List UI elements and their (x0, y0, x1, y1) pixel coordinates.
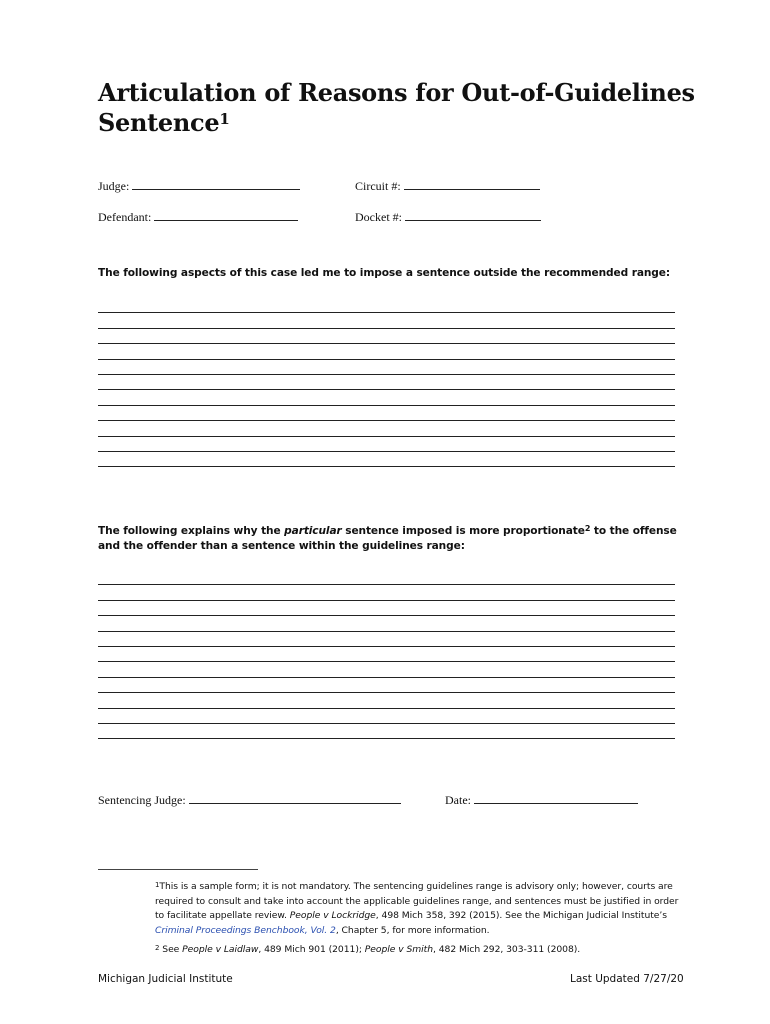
footnote-1-case: People v Lockridge (289, 910, 376, 922)
answer-line[interactable] (98, 693, 675, 708)
footnote-1-end: , Chapter 5, for more information. (335, 924, 490, 936)
answer-line[interactable] (98, 390, 675, 405)
footnote-2-case2: People v Smith (364, 944, 433, 955)
answer-line[interactable] (98, 724, 675, 739)
footer-right: Last Updated 7/27/20 (570, 973, 684, 985)
section2-answer-lines[interactable] (98, 570, 675, 739)
answer-line[interactable] (98, 421, 675, 436)
answer-line[interactable] (98, 329, 675, 344)
answer-line[interactable] (98, 647, 675, 662)
benchbook-link[interactable]: Criminal Proceedings Benchbook, Vol. 2 (155, 924, 336, 936)
section2-footnote-ref: 2 (584, 524, 591, 533)
page-title (98, 78, 698, 138)
defendant-label: Defendant: (98, 210, 152, 224)
defendant-input-line[interactable] (154, 209, 298, 221)
footnote-2-mid: , 489 Mich 901 (2011); (258, 944, 362, 955)
answer-line[interactable] (98, 601, 675, 616)
date-label: Date: (445, 793, 471, 807)
footnote-1-text: This is a sample form; it is not mandatory. The sentencing guidelines range is advisory only; however, courts are required to consult and take into account the applicable guidelines range, and sentences must be justified in order to facilitate appellate review. (155, 881, 679, 922)
circuit-field (355, 178, 540, 193)
date-input-line[interactable] (474, 792, 638, 804)
judge-field (98, 178, 300, 193)
section1-answer-lines[interactable] (98, 298, 675, 467)
footnote-1-citation: , 498 Mich 358, 392 (2015). See the Michigan Judicial Institute’s (375, 910, 667, 922)
footer-left: Michigan Judicial Institute (98, 973, 233, 985)
judge-label: Judge: (98, 179, 130, 193)
sentencing-judge-line[interactable] (189, 792, 401, 804)
title-footnote-ref: 1 (219, 110, 230, 128)
footnote-divider (98, 869, 258, 870)
footnote-1 (155, 880, 681, 938)
docket-label: Docket #: (355, 210, 402, 224)
footnote-2-number: 2 (155, 944, 160, 952)
answer-line[interactable] (98, 570, 675, 585)
circuit-input-line[interactable] (404, 178, 540, 190)
answer-line[interactable] (98, 406, 675, 421)
circuit-label: Circuit #: (355, 179, 401, 193)
answer-line[interactable] (98, 437, 675, 452)
date-field (445, 792, 638, 807)
section2-prompt-a: The following explains why the (98, 525, 281, 537)
answer-line[interactable] (98, 360, 675, 375)
docket-field (355, 209, 541, 224)
footnote-2-end: , 482 Mich 292, 303-311 (2008). (432, 944, 581, 955)
footnote-2-case1: People v Laidlaw (182, 944, 259, 955)
footnote-1-number: 1 (155, 881, 160, 889)
defendant-field (98, 209, 298, 224)
section1-prompt: The following aspects of this case led me to impose a sentence outside the recommended range: (98, 267, 671, 279)
answer-line[interactable] (98, 585, 675, 600)
judge-input-line[interactable] (132, 178, 300, 190)
section2-prompt-b: sentence imposed is more proportionate (345, 525, 585, 537)
answer-line[interactable] (98, 678, 675, 693)
footnote-2-pre: See (162, 944, 180, 955)
title-text: Articulation of Reasons for Out-of-Guidelines Sentence (98, 78, 695, 137)
footnote-2 (155, 943, 681, 958)
docket-input-line[interactable] (405, 209, 541, 221)
answer-line[interactable] (98, 616, 675, 631)
section2-prompt (98, 524, 688, 554)
sentencing-judge-label: Sentencing Judge: (98, 793, 186, 807)
answer-line[interactable] (98, 662, 675, 677)
answer-line[interactable] (98, 452, 675, 467)
section2-prompt-emphasis: particular (284, 525, 342, 537)
answer-line[interactable] (98, 313, 675, 328)
section2-prompt-c: to the offense and the offender than a sentence within the guidelines range: (98, 525, 677, 552)
sentencing-judge-field (98, 792, 401, 807)
answer-line[interactable] (98, 298, 675, 313)
answer-line[interactable] (98, 709, 675, 724)
answer-line[interactable] (98, 632, 675, 647)
answer-line[interactable] (98, 375, 675, 390)
answer-line[interactable] (98, 344, 675, 359)
